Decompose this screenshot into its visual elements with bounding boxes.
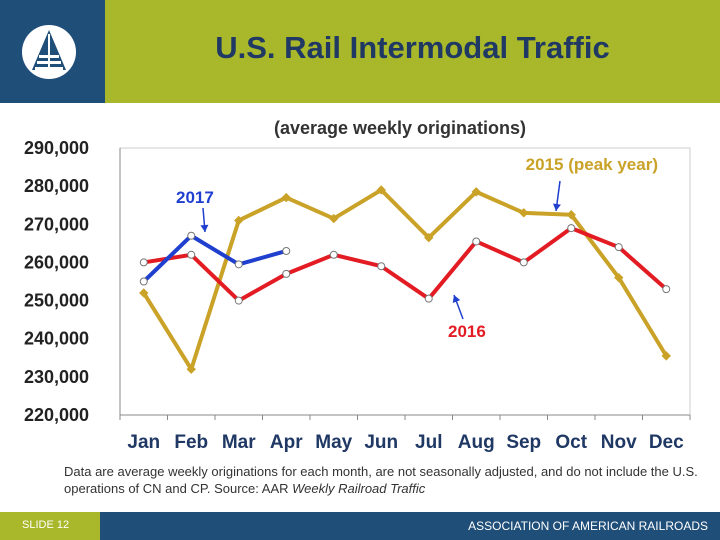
data-point-2016 bbox=[520, 259, 527, 266]
data-point-2016 bbox=[615, 244, 622, 251]
data-point-2016 bbox=[283, 270, 290, 277]
y-tick-label: 270,000 bbox=[24, 214, 90, 235]
chart-subtitle: (average weekly originations) bbox=[273, 118, 527, 138]
x-tick-label: Feb bbox=[174, 432, 209, 453]
x-tick-label: Jul bbox=[415, 432, 443, 453]
x-tick-label: Jan bbox=[127, 432, 161, 453]
data-point-2016 bbox=[663, 286, 670, 293]
series-line-2017 bbox=[144, 236, 287, 282]
data-point-2016 bbox=[473, 238, 480, 245]
x-tick-label: Oct bbox=[555, 432, 588, 453]
note-text: Data are average weekly originations for each month, are not seasonally adjusted, and do not include the U.S. operations of CN and CP. Source: AAR bbox=[64, 464, 698, 496]
y-tick-label: 240,000 bbox=[24, 328, 90, 349]
y-tick-label: 230,000 bbox=[24, 366, 90, 387]
data-point-2016 bbox=[568, 225, 575, 232]
x-tick-label: Dec bbox=[648, 432, 684, 453]
page-title: U.S. Rail Intermodal Traffic bbox=[215, 30, 610, 65]
x-tick-label: May bbox=[315, 432, 353, 453]
data-point-2016 bbox=[188, 251, 195, 258]
data-point-2017 bbox=[235, 261, 242, 268]
series-line-2015-peak-year bbox=[144, 190, 667, 369]
footer-bar bbox=[0, 512, 720, 540]
arrow-2015-head bbox=[553, 204, 561, 211]
x-tick-label: Sep bbox=[506, 432, 542, 453]
data-note bbox=[64, 463, 704, 497]
x-tick-label: Apr bbox=[269, 432, 303, 453]
y-tick-label: 280,000 bbox=[24, 176, 90, 197]
data-point-2017 bbox=[188, 232, 195, 239]
data-point-2016 bbox=[140, 259, 147, 266]
x-tick-label: Jun bbox=[364, 432, 399, 453]
data-point-2016 bbox=[235, 297, 242, 304]
y-tick-label: 220,000 bbox=[24, 405, 90, 425]
series-label-2016: 2016 bbox=[448, 322, 486, 341]
slide-number-box bbox=[0, 512, 100, 540]
arrow-2017-head bbox=[200, 225, 208, 232]
series-label-2015: 2015 (peak year) bbox=[525, 155, 658, 174]
y-tick-label: 290,000 bbox=[24, 138, 90, 158]
organization-name: ASSOCIATION OF AMERICAN RAILROADS bbox=[468, 519, 708, 533]
y-tick-label: 250,000 bbox=[24, 290, 90, 311]
data-point-2017 bbox=[283, 247, 290, 254]
data-point-2016 bbox=[330, 251, 337, 258]
data-point-2016 bbox=[378, 263, 385, 270]
data-point-2016 bbox=[425, 295, 432, 302]
x-tick-label: Nov bbox=[600, 432, 637, 453]
data-point-2017 bbox=[140, 278, 147, 285]
y-tick-label: 260,000 bbox=[24, 252, 90, 273]
slide-number: SLIDE 12 bbox=[22, 519, 70, 531]
x-tick-label: Mar bbox=[221, 432, 256, 453]
series-label-2017: 2017 bbox=[176, 188, 214, 207]
x-tick-label: Aug bbox=[457, 432, 495, 453]
note-source: Weekly Railroad Traffic bbox=[292, 481, 426, 496]
